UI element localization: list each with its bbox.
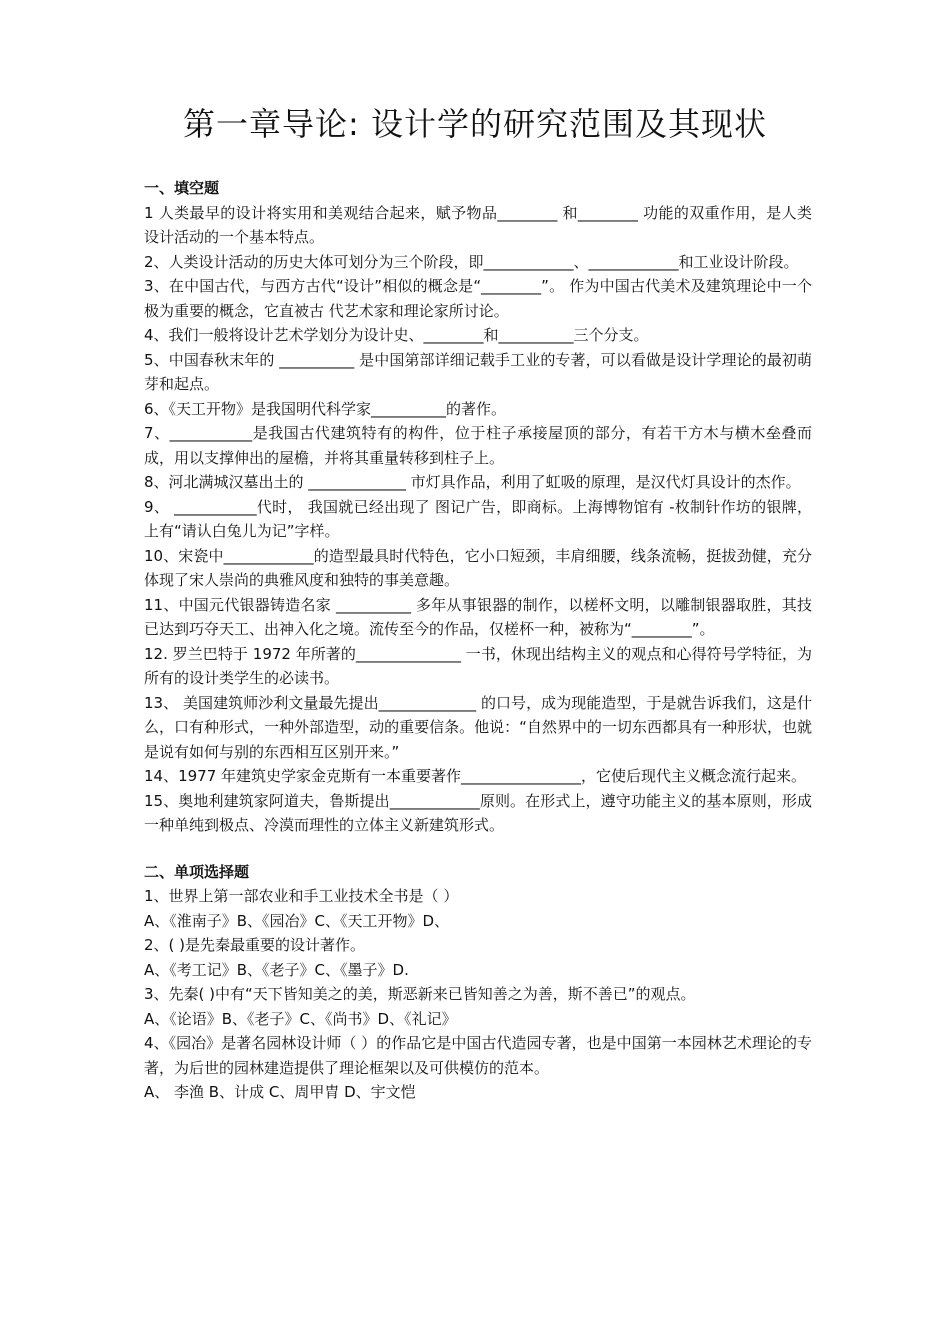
fill-blank-question-11: 11、中国元代银器铸造名家 __________ 多年从事银器的制作，以槎杯文明，以雕制银器取胜，其技已达到巧夺天工、出神入化之境。流传至今的作品，仅槎杯一种，被称为“________”。 [144,595,812,638]
fill-blank-question-5: 5、中国春秋末年的 __________ 是中国第部详细记载手工业的专著，可以看做是设计学理论的最初萌芽和起点。 [144,350,812,393]
fill-blank-question-14: 14、1977 年建筑史学家金克斯有一本重要著作________________，它使后现代主义概念流行起来。 [144,767,807,785]
section-spacer [144,838,812,860]
fill-blank-question-9: 9、 ___________代时， 我国就已经出现了 图记广告，即商标。上海博物馆有 -枚制针作坊的银牌， 上有“请认白兔儿为记”字样。 [144,497,812,540]
fill-blank-question-7: 7、___________是我国古代建筑特有的构件，位于柱子承接屋顶的部分，有若干方木与横木垒叠而成，用以支撑伸出的屋檐，并将其重量转移到柱子上。 [144,424,812,467]
fill-blank-question-13: 13、 美国建筑师沙利文量最先提出_____________ 的口号，成为现能造型，于是就告诉我们，这是什么，口有种形式，一种外部造型，动的重要信条。他说：“自然界中的一切东西都具有一种形状，也就是说有如何与别的东西相互区别开来。” [144,693,812,761]
document-body [144,176,812,1105]
choice-options-4: A、 李渔 B、计成 C、周甲胄 D、宇文恺 [144,1083,416,1101]
choice-question-2: 2、( )是先秦最重要的设计著作。 [144,936,366,954]
fill-blank-question-1: 1 人类最早的设计将实用和美观结合起来，赋予物品________ 和________ 功能的双重作用，是人类设计活动的一个基本特点。 [144,203,812,246]
choice-question-1: 1、世界上第一部农业和手工业技术全书是（ ） [144,887,459,905]
page-title: 第一章导论: 设计学的研究范围及其现状 [183,105,767,143]
fill-blank-question-4: 4、我们一般将设计艺术学划分为设计史、________和__________三个分支。 [144,326,649,344]
fill-blank-question-2: 2、人类设计活动的历史大体可划分为三个阶段，即____________、____________和工业设计阶段。 [144,252,799,271]
choice-options-1: A、《淮南子》B、《园冶》C、《天工开物》D、 [144,911,450,930]
fill-blank-question-6: 6、《天工开物》是我国明代科学家__________的著作。 [144,399,507,418]
fill-blank-question-12: 12. 罗兰巴特于 1972 年所著的______________ 一书，休现出结构主义的观点和心得符号学特征，为所有的设计类学生的必读书。 [144,644,812,687]
fill-blank-question-15: 15、奥地利建筑家阿道夫，鲁斯提出____________原则。在形式上，遵守功能主义的基本原则，形成一种单纯到极点、冷漠而理性的立体主义新建筑形式。 [144,791,812,834]
choice-question-3: 3、先秦( )中有“天下皆知美之的美，斯恶新来已皆知善之为善，斯不善已”的观点。 [144,985,696,1003]
section-heading-fill-blank: 一、填空题 [144,179,220,197]
fill-blank-question-3: 3、在中国古代，与西方古代“设计”相似的概念是“________”。 作为中国古代美术及建筑理论中一个极为重要的概念，它直被古 代艺术家和理论家所讨论。 [144,277,812,320]
choice-options-2: A、《考工记》B、《老子》C、《墨子》D. [144,960,409,979]
choice-options-3: A、《论语》B、《老子》C、《尚书》D、《礼记》 [144,1009,457,1028]
choice-question-4: 4、《园冶》是著名园林设计师（ ）的作品它是中国古代造园专著，也是中国第一本园林艺术理论的专著，为后世的园林建造提供了理论框架以及可供模仿的范本。 [144,1034,812,1077]
section-heading-single-choice: 二、单项选择题 [144,862,250,881]
fill-blank-question-8: 8、河北满城汉墓出土的 _____________ 市灯具作品，利用了虹吸的原理，是汉代灯具设计的杰作。 [144,473,801,491]
fill-blank-question-10: 10、宋瓷中____________的造型最具时代特色，它小口短颈，丰肩细腰，线条流畅，挺拔劲健，充分体现了宋人崇尚的典雅风度和独特的事美意趣。 [144,546,812,589]
